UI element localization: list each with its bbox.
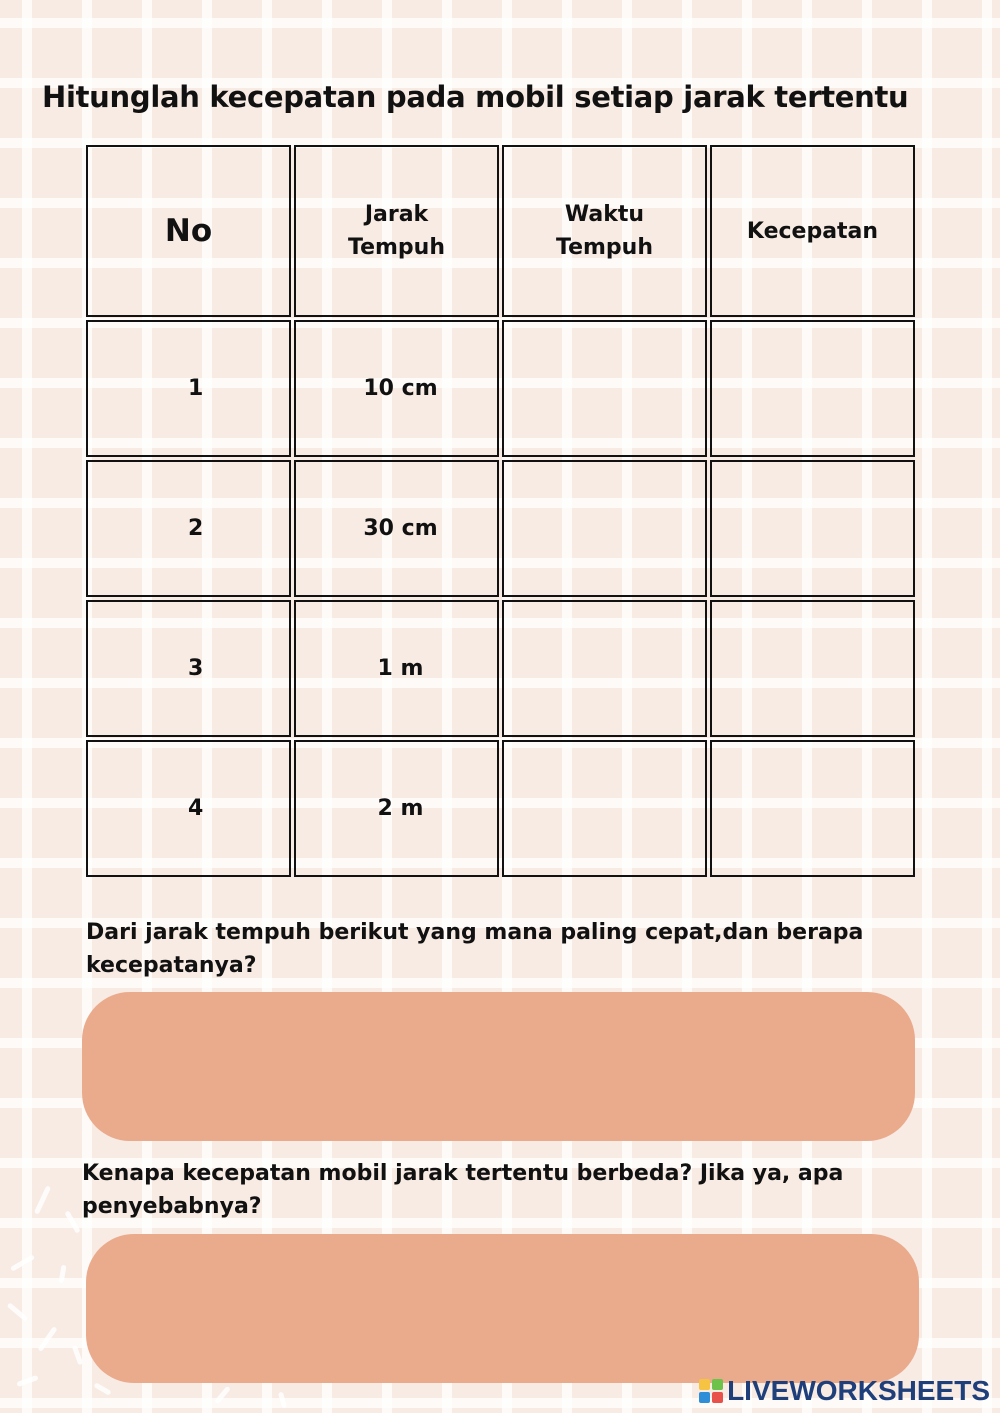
- row-4-no: 4: [86, 740, 291, 877]
- row-2-no: 2: [86, 460, 291, 597]
- logo-square-yellow: [699, 1379, 710, 1390]
- row-4-jarak: 2 m: [294, 740, 499, 877]
- row-3-jarak: 1 m: [294, 600, 499, 737]
- liveworksheets-logo-icon: [699, 1379, 723, 1403]
- row-3-waktu-input[interactable]: [502, 600, 707, 737]
- liveworksheets-logo: [699, 1375, 990, 1407]
- header-kecepatan: Kecepatan: [710, 145, 915, 317]
- row-1-kecepatan-input[interactable]: [710, 320, 915, 457]
- header-no: No: [86, 145, 291, 317]
- row-1-jarak: 10 cm: [294, 320, 499, 457]
- row-1-no: 1: [86, 320, 291, 457]
- worksheet-title: Hitunglah kecepatan pada mobil setiap jarak tertentu: [42, 80, 909, 114]
- logo-square-blue: [699, 1392, 710, 1403]
- answer-1-input[interactable]: [82, 992, 915, 1141]
- question-1: Dari jarak tempuh berikut yang mana paling cepat,dan berapa kecepatanya?: [86, 920, 864, 978]
- header-waktu-tempuh: Waktu Tempuh: [502, 145, 707, 317]
- row-2-jarak: 30 cm: [294, 460, 499, 597]
- row-2-kecepatan-input[interactable]: [710, 460, 915, 597]
- row-2-waktu-input[interactable]: [502, 460, 707, 597]
- answer-2-input[interactable]: [86, 1234, 919, 1383]
- logo-text: LIVEWORKSHEETS: [727, 1375, 990, 1406]
- row-4-kecepatan-input[interactable]: [710, 740, 915, 877]
- row-3-no: 3: [86, 600, 291, 737]
- row-1-waktu-input[interactable]: [502, 320, 707, 457]
- logo-square-red: [712, 1392, 723, 1403]
- logo-square-green: [712, 1379, 723, 1390]
- row-3-kecepatan-input[interactable]: [710, 600, 915, 737]
- row-4-waktu-input[interactable]: [502, 740, 707, 877]
- header-jarak-tempuh: Jarak Tempuh: [294, 145, 499, 317]
- speed-table: [86, 145, 915, 877]
- question-2: Kenapa kecepatan mobil jarak tertentu berbeda? Jika ya, apa penyebabnya?: [82, 1161, 844, 1219]
